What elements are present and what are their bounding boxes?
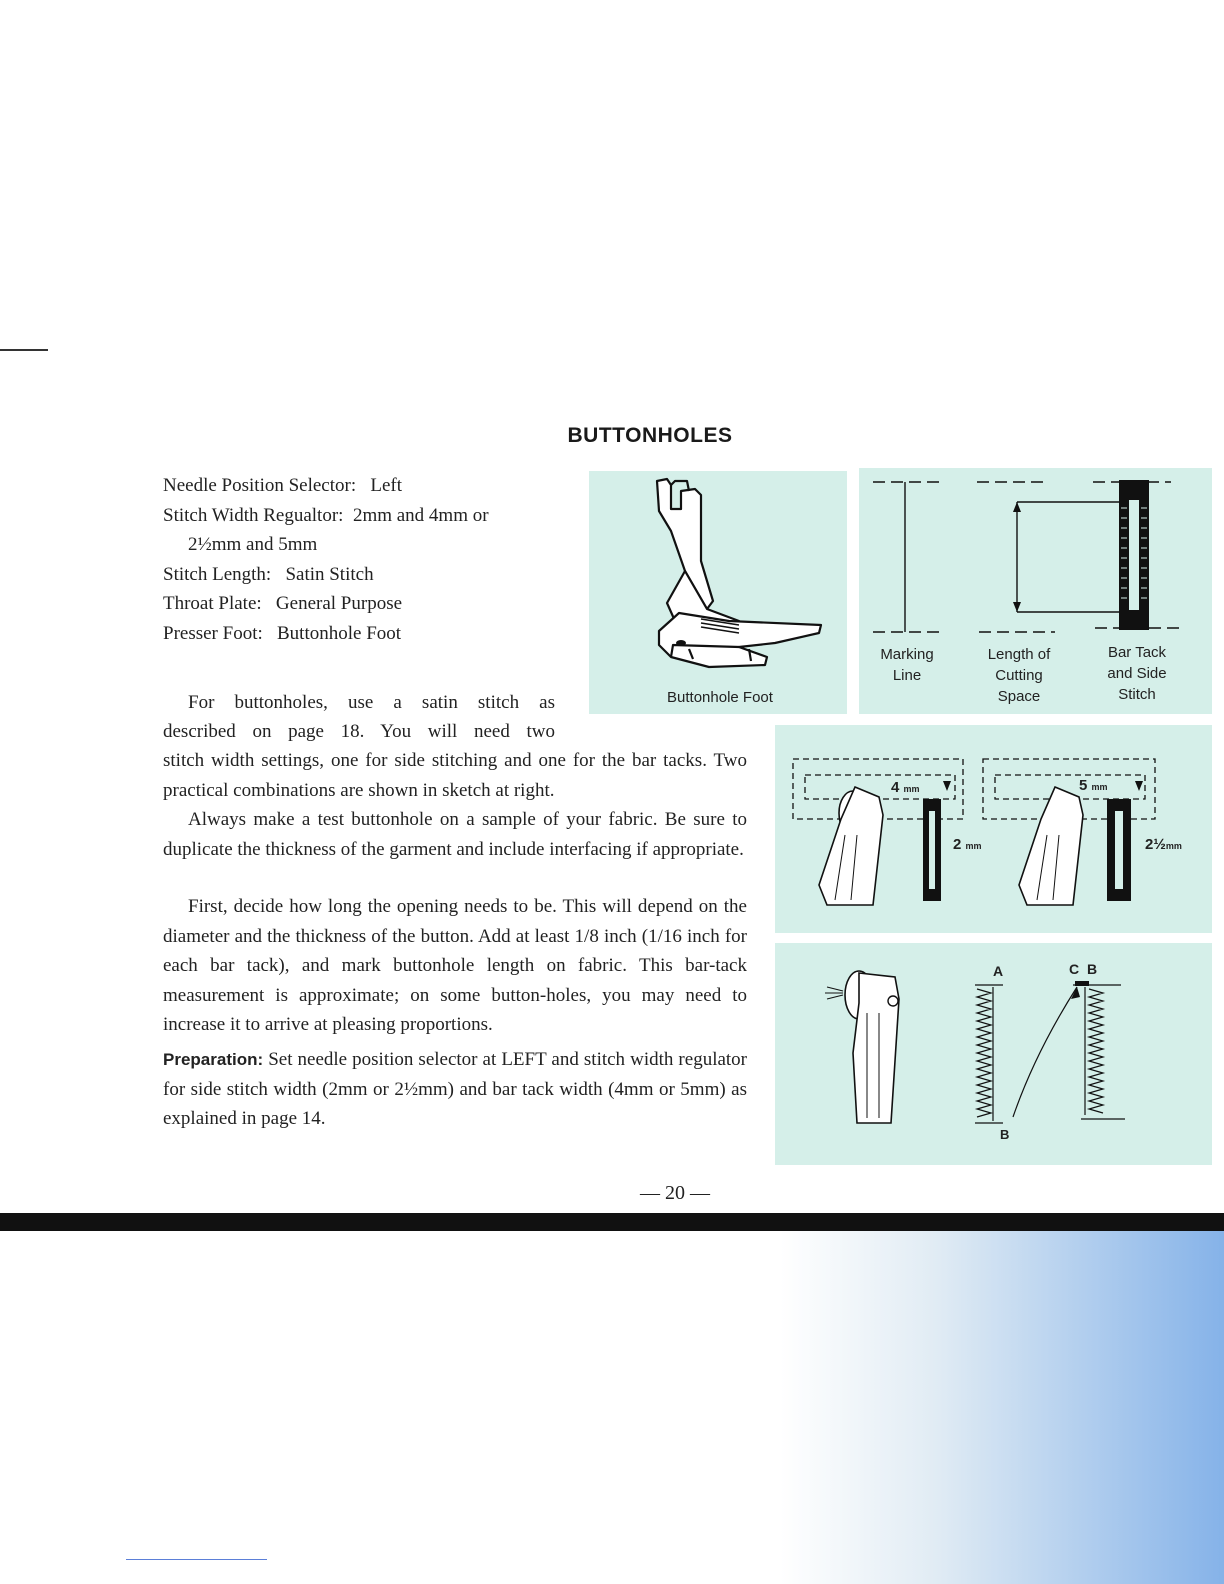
paragraph-test-buttonhole: Always make a test buttonhole on a sample of your fabric. Be sure to duplicate the thickness of the garment and include interfacing if appropriate. [163, 809, 747, 860]
caption-line: Cutting [995, 667, 1043, 684]
label-point-b: B [1000, 1127, 1010, 1142]
scan-shadow [780, 1231, 1224, 1584]
caption-line: Line [892, 667, 922, 684]
spec-presser-foot [163, 619, 489, 649]
paragraph-intro-line1: For buttonholes, use a satin stitch as [188, 692, 555, 713]
dimension-5mm [1079, 777, 1108, 794]
buttonhole-anatomy-diagram [859, 468, 1212, 648]
spec-stitch-length [163, 560, 489, 590]
label-point-cb: C B [1069, 961, 1100, 977]
figure-buttonhole-anatomy [859, 468, 1212, 714]
spec-value: 2mm and 4mm or [352, 504, 489, 526]
spec-value: Buttonhole Foot [277, 622, 402, 644]
caption-line: Space [997, 688, 1041, 705]
presser-foot-illustration [589, 471, 847, 681]
length-cutting-caption [969, 644, 1069, 707]
spec-list [163, 471, 489, 648]
dimension-value: 4 [891, 779, 900, 796]
dimension-4mm [891, 779, 920, 796]
dimension-2half-mm [1145, 836, 1182, 853]
spec-value: Satin Stitch [285, 563, 374, 585]
scan-artifact-line [126, 1559, 267, 1560]
spec-value: 2½mm and 5mm [188, 534, 318, 555]
spec-label: Needle Position Selector: [163, 475, 357, 496]
spec-label: Stitch Length: [163, 563, 272, 585]
label-point-a: A [993, 963, 1004, 979]
spec-label: Presser Foot: [163, 622, 263, 644]
spec-needle-position [163, 471, 489, 501]
dimension-unit: mm [1091, 782, 1108, 792]
paragraph-intro-rest: stitch width settings, one for side stitching and one for the bar tacks. Two practical combinations are shown in sketch at right. [163, 750, 747, 801]
caption-line: Marking [880, 646, 934, 663]
preparation-text: Set needle position selector at LEFT and stitch width regulator for side stitch width (2mm or 2½mm) and bar tack width (4mm or 5mm) as explained in page 14. [163, 1049, 748, 1129]
dimension-unit: mm [965, 841, 982, 851]
marking-line-caption [859, 644, 955, 686]
dimension-2mm [953, 836, 982, 853]
paragraph-preparation [163, 1045, 747, 1134]
spec-label: Stitch Width Regualtor: [163, 504, 344, 526]
paragraph-intro-line2: described on page 18. You will need two [163, 721, 555, 742]
spec-throat-plate [163, 589, 489, 619]
spec-stitch-width [163, 501, 489, 531]
spec-value: General Purpose [275, 593, 403, 614]
figure-buttonhole-foot [589, 471, 847, 714]
spec-label: Throat Plate: [163, 593, 262, 614]
caption-line: and Side [1107, 665, 1167, 682]
width-combination-diagram [775, 725, 1212, 933]
dimension-value: 2 [953, 836, 962, 853]
caption-line: Bar Tack [1107, 644, 1167, 661]
page-number: — 20 — [640, 1182, 710, 1204]
spec-value: Left [370, 475, 403, 496]
dimension-value: 5 [1079, 777, 1088, 794]
figure-width-combinations [775, 725, 1212, 933]
page-binding-edge [0, 1213, 1224, 1231]
caption-line: Length of [987, 646, 1051, 663]
preparation-label: Preparation: [163, 1050, 264, 1069]
paragraph-length: First, decide how long the opening needs to be. This will depend on the diameter and the thickness of the button. Add at least 1/8 inch (1/16 inch for each bar tack), and mark buttonhole length on fabric. This bar-tack measurement is approximate; on some button-holes, you may need to increase it to arrive at pleasing proportions. [163, 896, 747, 1035]
caption-line: Stitch [1118, 686, 1156, 703]
figure-sewing-sequence [775, 943, 1212, 1165]
page-title: BUTTONHOLES [567, 424, 733, 447]
dimension-unit: mm [903, 784, 920, 794]
dimension-value: 2½ [1145, 836, 1166, 853]
page-edge-mark [0, 349, 48, 351]
dimension-unit: mm [1165, 841, 1182, 851]
bar-tack-caption [1087, 642, 1187, 705]
spec-stitch-width-cont [163, 530, 489, 560]
foot-caption: Buttonhole Foot [667, 689, 773, 706]
